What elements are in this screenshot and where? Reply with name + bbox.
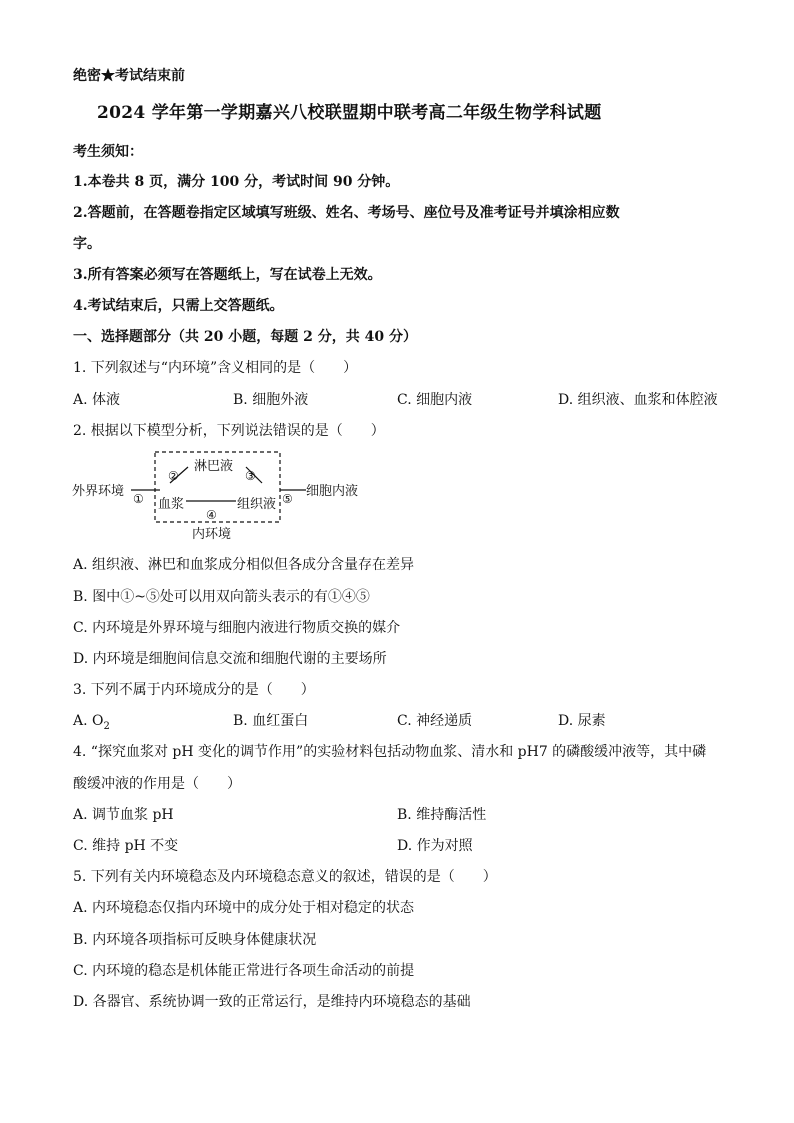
q3-option-a: A. $O_2$ [73, 713, 110, 732]
question-4-stem: 4. “探究血浆对 pH 变化的调节作用”的实验材料包括动物血浆、清水和 pH7 的磷酸缓冲液等，其中磷 [73, 744, 707, 760]
question-3-stem: 3. 下列不属于内环境成分的是（ ） [73, 682, 315, 698]
question-4-stem-cont: 酸缓冲液的作用是（ ） [73, 776, 241, 792]
q5-option-b: B. 内环境各项指标可反映身体健康状况 [73, 932, 317, 948]
confidential-label: 绝密★考试结束前 [73, 68, 185, 84]
q3-option-c: C. 神经递质 [397, 713, 473, 729]
question-5-stem: 5. 下列有关内环境稳态及内环境稳态意义的叙述，错误的是（ ） [73, 869, 497, 885]
notice-heading: 考生须知： [73, 144, 143, 160]
q3-option-b: B. 血红蛋白 [233, 713, 309, 729]
question-1-stem: 1. 下列叙述与“内环境”含义相同的是（ ） [73, 360, 358, 376]
q2-option-c: C. 内环境是外界环境与细胞内液进行物质交换的媒介 [73, 620, 401, 636]
label-lymph: 淋巴液 [194, 459, 234, 474]
label-intracellular-fluid: 细胞内液 [306, 484, 359, 499]
label-inner-env: 内环境 [192, 527, 232, 542]
marker-2: ② [168, 469, 179, 483]
label-plasma: 血浆 [158, 497, 185, 512]
section-heading: 一、选择题部分（共 20 小题，每题 2 分，共 40 分） [73, 329, 417, 345]
q3-option-d: D. 尿素 [558, 713, 606, 729]
marker-1: ① [133, 492, 144, 506]
notice-item: 2.答题前，在答题卷指定区域填写班级、姓名、考场号、座位号及准考证号并填涂相应数 [73, 205, 620, 221]
notice-item: 1.本卷共 8 页，满分 100 分，考试时间 90 分钟。 [73, 174, 400, 190]
label-tissue-fluid: 组织液 [237, 497, 277, 512]
q5-option-a: A. 内环境稳态仅指内环境中的成分处于相对稳定的状态 [73, 900, 415, 916]
q4-option-a: A. 调节血浆 pH [73, 807, 174, 823]
marker-4: ④ [206, 508, 217, 522]
notice-item: 4.考试结束后，只需上交答题纸。 [73, 298, 284, 314]
q1-option-c: C. 细胞内液 [397, 392, 473, 408]
label-external-env: 外界环境 [72, 484, 125, 499]
notice-item: 3.所有答案必须写在答题纸上，写在试卷上无效。 [73, 267, 382, 283]
q2-option-d: D. 内环境是细胞间信息交流和细胞代谢的主要场所 [73, 651, 387, 667]
marker-5: ⑤ [282, 492, 293, 506]
q5-option-c: C. 内环境的稳态是机体能正常进行各项生命活动的前提 [73, 963, 415, 979]
q4-option-c: C. 维持 pH 不变 [73, 838, 179, 854]
page-title: 2024 学年第一学期嘉兴八校联盟期中联考高二年级生物学科试题 [97, 103, 602, 123]
notice-item: 字。 [73, 236, 101, 252]
o2-subscript: 2 [103, 720, 110, 732]
q2-option-a: A. 组织液、淋巴和血浆成分相似但各成分含量存在差异 [73, 557, 415, 573]
inner-environment-diagram [70, 450, 370, 546]
marker-3: ③ [245, 469, 256, 483]
q4-option-d: D. 作为对照 [397, 838, 473, 854]
q1-option-b: B. 细胞外液 [233, 392, 309, 408]
q2-option-b: B. 图中①~⑤处可以用双向箭头表示的有①④⑤ [73, 589, 370, 605]
question-2-stem: 2. 根据以下模型分析，下列说法错误的是（ ） [73, 423, 385, 439]
q5-option-d: D. 各器官、系统协调一致的正常运行，是维持内环境稳态的基础 [73, 994, 471, 1010]
q4-option-b: B. 维持酶活性 [397, 807, 487, 823]
q1-option-a: A. 体液 [73, 392, 121, 408]
q1-option-d: D. 组织液、血浆和体腔液 [558, 392, 718, 408]
